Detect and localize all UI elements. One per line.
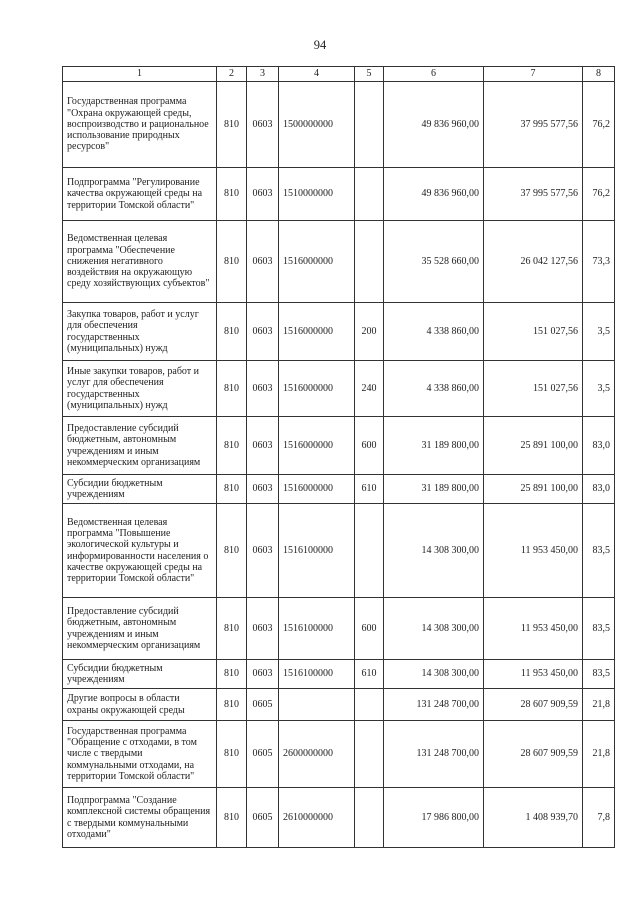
- column-number: 8: [583, 67, 615, 82]
- actual-amount: 25 891 100,00: [484, 475, 583, 504]
- actual-amount: 11 953 450,00: [484, 598, 583, 660]
- budget-table: [62, 66, 615, 848]
- target-article-code: 1516000000: [279, 221, 355, 303]
- ved-code: 810: [217, 361, 247, 417]
- execution-percent: 3,5: [583, 361, 615, 417]
- row-name: Ведомственная целевая программа "Повышение экологической культуры и информированности населения о качестве окружающей среды на территории Томской области": [63, 504, 217, 598]
- section-code: 0603: [247, 221, 279, 303]
- plan-amount: 31 189 800,00: [384, 417, 484, 475]
- actual-amount: 28 607 909,59: [484, 689, 583, 721]
- target-article-code: 1516000000: [279, 361, 355, 417]
- ved-code: 810: [217, 303, 247, 361]
- plan-amount: 14 308 300,00: [384, 504, 484, 598]
- plan-amount: 131 248 700,00: [384, 689, 484, 721]
- execution-percent: 83,0: [583, 417, 615, 475]
- plan-amount: 49 836 960,00: [384, 82, 484, 168]
- target-article-code: 2610000000: [279, 788, 355, 848]
- target-article-code: 2600000000: [279, 721, 355, 788]
- execution-percent: 83,5: [583, 660, 615, 689]
- target-article-code: 1516000000: [279, 303, 355, 361]
- actual-amount: 1 408 939,70: [484, 788, 583, 848]
- table-row: [63, 721, 615, 788]
- target-article-code: 1516100000: [279, 660, 355, 689]
- actual-amount: 28 607 909,59: [484, 721, 583, 788]
- section-code: 0605: [247, 689, 279, 721]
- target-article-code: 1516100000: [279, 504, 355, 598]
- execution-percent: 73,3: [583, 221, 615, 303]
- row-name: Субсидии бюджетным учреждениям: [63, 475, 217, 504]
- plan-amount: 4 338 860,00: [384, 361, 484, 417]
- table-row: [63, 303, 615, 361]
- ved-code: 810: [217, 598, 247, 660]
- expense-type-code: 240: [355, 361, 384, 417]
- row-name: Предоставление субсидий бюджетным, автономным учреждениям и иным некоммерческим организациям: [63, 598, 217, 660]
- row-name: Другие вопросы в области охраны окружающей среды: [63, 689, 217, 721]
- actual-amount: 11 953 450,00: [484, 504, 583, 598]
- target-article-code: 1516000000: [279, 475, 355, 504]
- execution-percent: 83,0: [583, 475, 615, 504]
- expense-type-code: [355, 168, 384, 221]
- expense-type-code: [355, 504, 384, 598]
- expense-type-code: 600: [355, 598, 384, 660]
- expense-type-code: 200: [355, 303, 384, 361]
- row-name: Подпрограмма "Регулирование качества окружающей среды на территории Томской области": [63, 168, 217, 221]
- column-number: 7: [484, 67, 583, 82]
- table-row: [63, 689, 615, 721]
- execution-percent: 76,2: [583, 82, 615, 168]
- section-code: 0603: [247, 504, 279, 598]
- target-article-code: 1516100000: [279, 598, 355, 660]
- section-code: 0603: [247, 82, 279, 168]
- table-row: [63, 504, 615, 598]
- row-name: Субсидии бюджетным учреждениям: [63, 660, 217, 689]
- row-name: Иные закупки товаров, работ и услуг для обеспечения государственных (муниципальных) нужд: [63, 361, 217, 417]
- table-row: [63, 82, 615, 168]
- actual-amount: 37 995 577,56: [484, 168, 583, 221]
- plan-amount: 4 338 860,00: [384, 303, 484, 361]
- plan-amount: 17 986 800,00: [384, 788, 484, 848]
- execution-percent: 83,5: [583, 504, 615, 598]
- table-row: [63, 788, 615, 848]
- ved-code: 810: [217, 660, 247, 689]
- section-code: 0605: [247, 721, 279, 788]
- section-code: 0603: [247, 303, 279, 361]
- table-row: [63, 221, 615, 303]
- column-number: 6: [384, 67, 484, 82]
- row-name: Закупка товаров, работ и услуг для обеспечения государственных (муниципальных) нужд: [63, 303, 217, 361]
- plan-amount: 35 528 660,00: [384, 221, 484, 303]
- table-row: [63, 475, 615, 504]
- actual-amount: 26 042 127,56: [484, 221, 583, 303]
- actual-amount: 25 891 100,00: [484, 417, 583, 475]
- section-code: 0603: [247, 361, 279, 417]
- plan-amount: 49 836 960,00: [384, 168, 484, 221]
- column-number: 1: [63, 67, 217, 82]
- target-article-code: 1510000000: [279, 168, 355, 221]
- ved-code: 810: [217, 504, 247, 598]
- actual-amount: 151 027,56: [484, 303, 583, 361]
- expense-type-code: [355, 788, 384, 848]
- execution-percent: 7,8: [583, 788, 615, 848]
- ved-code: 810: [217, 689, 247, 721]
- target-article-code: [279, 689, 355, 721]
- page-number: 94: [313, 38, 327, 52]
- section-code: 0603: [247, 417, 279, 475]
- column-number: 3: [247, 67, 279, 82]
- row-name: Государственная программа "Охрана окружающей среды, воспроизводство и рациональное использование природных ресурсов": [63, 82, 217, 168]
- ved-code: 810: [217, 82, 247, 168]
- ved-code: 810: [217, 417, 247, 475]
- plan-amount: 14 308 300,00: [384, 660, 484, 689]
- row-name: Предоставление субсидий бюджетным, автономным учреждениям и иным некоммерческим организациям: [63, 417, 217, 475]
- section-code: 0603: [247, 168, 279, 221]
- ved-code: 810: [217, 721, 247, 788]
- ved-code: 810: [217, 221, 247, 303]
- ved-code: 810: [217, 788, 247, 848]
- column-number: 5: [355, 67, 384, 82]
- section-code: 0603: [247, 598, 279, 660]
- execution-percent: 21,8: [583, 721, 615, 788]
- execution-percent: 21,8: [583, 689, 615, 721]
- expense-type-code: [355, 82, 384, 168]
- expense-type-code: 600: [355, 417, 384, 475]
- expense-type-code: [355, 721, 384, 788]
- expense-type-code: [355, 221, 384, 303]
- table-row: [63, 598, 615, 660]
- execution-percent: 76,2: [583, 168, 615, 221]
- actual-amount: 151 027,56: [484, 361, 583, 417]
- column-number: 2: [217, 67, 247, 82]
- target-article-code: 1516000000: [279, 417, 355, 475]
- row-name: Ведомственная целевая программа "Обеспечение снижения негативного воздействия на окружающую среду хозяйствующих субъектов": [63, 221, 217, 303]
- expense-type-code: 610: [355, 475, 384, 504]
- plan-amount: 31 189 800,00: [384, 475, 484, 504]
- ved-code: 810: [217, 168, 247, 221]
- plan-amount: 14 308 300,00: [384, 598, 484, 660]
- ved-code: 810: [217, 475, 247, 504]
- execution-percent: 83,5: [583, 598, 615, 660]
- execution-percent: 3,5: [583, 303, 615, 361]
- table-row: [63, 361, 615, 417]
- row-name: Государственная программа "Обращение с отходами, в том числе с твердыми коммунальными отходами, на территории Томской области": [63, 721, 217, 788]
- target-article-code: 1500000000: [279, 82, 355, 168]
- plan-amount: 131 248 700,00: [384, 721, 484, 788]
- actual-amount: 11 953 450,00: [484, 660, 583, 689]
- expense-type-code: 610: [355, 660, 384, 689]
- row-name: Подпрограмма "Создание комплексной системы обращения с твердыми коммунальными отходами": [63, 788, 217, 848]
- column-number-row: [63, 67, 615, 82]
- expense-type-code: [355, 689, 384, 721]
- column-number: 4: [279, 67, 355, 82]
- table-row: [63, 168, 615, 221]
- actual-amount: 37 995 577,56: [484, 82, 583, 168]
- section-code: 0605: [247, 788, 279, 848]
- section-code: 0603: [247, 660, 279, 689]
- table-row: [63, 660, 615, 689]
- section-code: 0603: [247, 475, 279, 504]
- table-row: [63, 417, 615, 475]
